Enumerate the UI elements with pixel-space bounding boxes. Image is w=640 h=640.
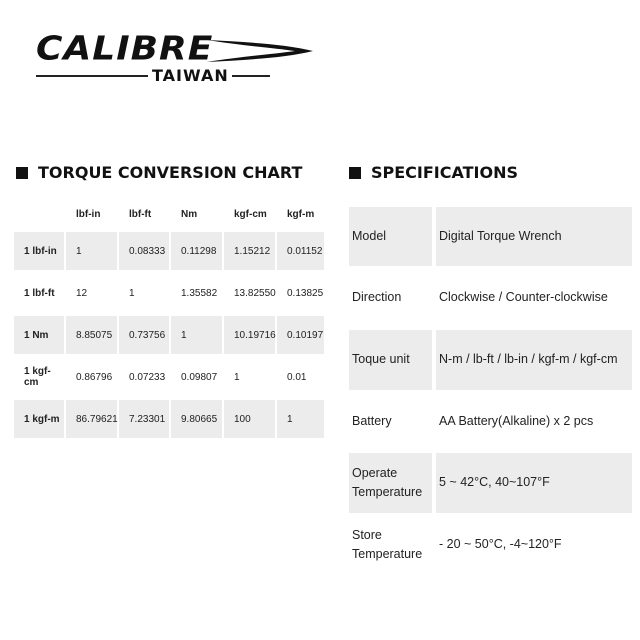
table-cell: 10.19716 <box>224 316 275 354</box>
table-cell: 0.10197 <box>277 316 324 354</box>
table-cell: 7.23301 <box>119 400 169 438</box>
table-cell: 0.07233 <box>129 371 166 383</box>
logo-swoosh-icon <box>205 34 315 68</box>
column-header: lbf-ft <box>129 209 152 220</box>
table-cell: 1 <box>277 400 324 438</box>
column-header: kgf-m <box>287 209 315 220</box>
row-label: 1 Nm <box>14 316 64 354</box>
brand-logo <box>0 0 640 100</box>
table-cell: 0.73756 <box>119 316 169 354</box>
row-label: 1 kgf-cm <box>24 366 51 388</box>
table-cell: 0.08333 <box>119 232 169 270</box>
row-label: 1 kgf-m <box>14 400 64 438</box>
table-cell: 1.35582 <box>181 287 218 299</box>
table-cell: 86.79621 <box>66 400 117 438</box>
spec-label: Store Temperature <box>352 527 423 561</box>
table-cell: 1 <box>234 371 240 383</box>
table-cell: 8.85075 <box>66 316 117 354</box>
spec-value: - 20 ~ 50°C, -4~120°F <box>439 537 562 552</box>
table-cell: 0.86796 <box>76 371 113 383</box>
table-cell: 13.82550 <box>234 287 276 299</box>
column-header: Nm <box>181 209 198 220</box>
specifications-title: SPECIFICATIONS <box>371 163 519 182</box>
logo-rule-left <box>36 75 148 77</box>
table-cell: 0.09807 <box>181 371 218 383</box>
spec-label: Model <box>349 207 432 266</box>
table-cell: 100 <box>224 400 275 438</box>
spec-value: 5 ~ 42°C, 40~107°F <box>436 453 632 513</box>
table-cell: 0.11298 <box>171 232 222 270</box>
logo-wordmark: CALIBRE <box>36 30 214 68</box>
spec-value: N-m / lb-ft / lb-in / kgf-m / kgf-cm <box>436 330 632 390</box>
specifications-heading <box>349 163 518 182</box>
logo-subtitle: TAIWAN <box>152 66 229 85</box>
spec-label: Operate Temperature <box>349 453 432 513</box>
table-cell: 0.13825 <box>287 287 324 299</box>
table-cell: 1.15212 <box>224 232 275 270</box>
table-cell: 0.01152 <box>277 232 324 270</box>
spec-label: Battery <box>352 414 392 429</box>
torque-chart-heading <box>16 163 302 182</box>
table-cell: 0.01 <box>287 371 307 383</box>
table-cell: 12 <box>76 287 88 299</box>
table-cell: 1 <box>171 316 222 354</box>
spec-value: Clockwise / Counter-clockwise <box>439 290 608 305</box>
spec-value: AA Battery(Alkaline) x 2 pcs <box>439 414 594 429</box>
row-label: 1 lbf-ft <box>24 287 55 299</box>
logo-rule-right <box>232 75 270 77</box>
spec-value: Digital Torque Wrench <box>436 207 632 266</box>
heading-square-icon <box>16 167 28 179</box>
spec-label: Direction <box>352 290 402 305</box>
table-cell: 1 <box>129 287 135 299</box>
table-cell: 1 <box>66 232 117 270</box>
column-header: lbf-in <box>76 209 101 220</box>
table-cell: 9.80665 <box>171 400 222 438</box>
heading-square-icon <box>349 167 361 179</box>
torque-chart-title: TORQUE CONVERSION CHART <box>38 163 303 182</box>
column-header: kgf-cm <box>234 209 267 220</box>
row-label: 1 lbf-in <box>14 232 64 270</box>
spec-label: Toque unit <box>349 330 432 390</box>
